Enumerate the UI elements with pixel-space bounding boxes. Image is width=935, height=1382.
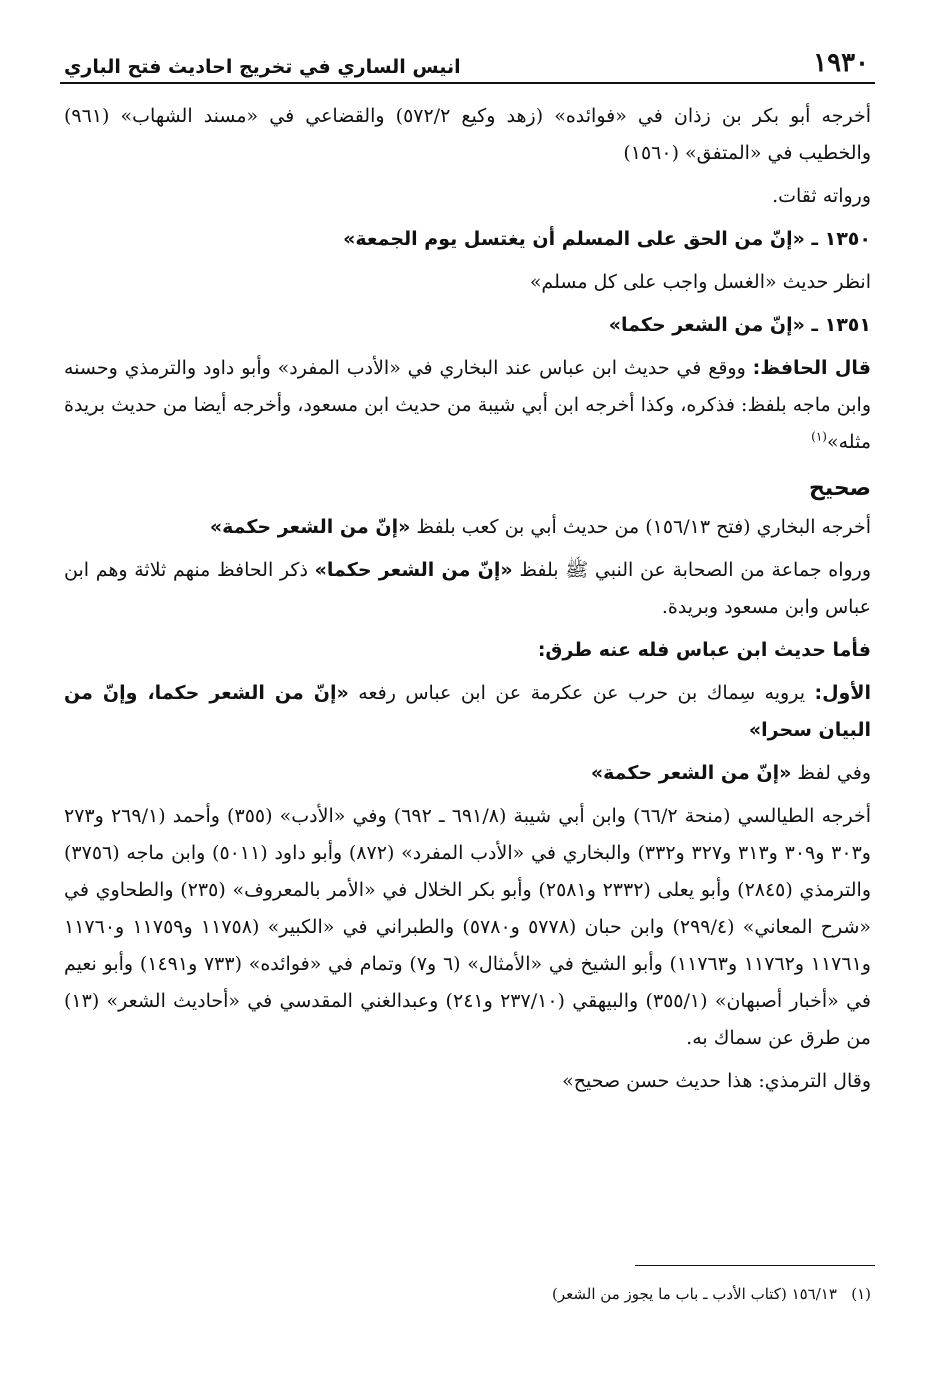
tirmidhi-grading: وقال الترمذي: هذا حديث حسن صحيح» [562, 1070, 871, 1092]
companions-wording: «إنّ من الشعر حكما» [314, 559, 513, 581]
book-page [60, 30, 875, 1100]
other-wording-pre: وفي لفظ [797, 762, 871, 784]
narrators-note: ورواته ثقات. [772, 185, 871, 207]
companions-paragraph [60, 552, 875, 626]
hafiz-label: قال الحافظ: [752, 357, 871, 379]
ibn-abbas-heading: فأما حديث ابن عباس فله عنه طرق: [537, 639, 871, 661]
footnote-ref: (١) [811, 429, 827, 444]
running-title: انيس الساري في تخريج احاديث فتح الباري [64, 56, 461, 78]
first-route [60, 675, 875, 749]
hafiz-text: ووقع في حديث ابن عباس عند البخاري في «الأدب المفرد» وأبو داود والترمذي وحسنه وابن ماجه بلفظ: فذكره، وكذا أخرجه ابن أبي شيبة من حديث ابن مسعود، وأخرجه أيضا من حديث بريدة مثله» [64, 357, 871, 453]
footnote-number: (١) [851, 1285, 871, 1303]
bukhari-text: أخرجه البخاري (فتح ١٥٦/١٣) من حديث أبي بن كعب بلفظ [416, 516, 871, 538]
first-route-wording: «إنّ من الشعر حكما، وإنّ من البيان سحرا» [64, 682, 871, 741]
companions-text-pre: ورواه جماعة من الصحابة عن النبي ﷺ بلفظ [519, 559, 872, 581]
companions-text-post: ذكر الحافظ منهم ثلاثة وهم ابن عباس وابن مسعود وبريدة. [64, 559, 871, 618]
hadith-heading-1351: ١٣٥١ ـ «إنّ من الشعر حكما» [608, 314, 871, 336]
first-route-text: يرويه سِماك بن حرب عن عكرمة عن ابن عباس رفعه [358, 682, 805, 704]
bukhari-takhrij [60, 509, 875, 546]
cross-reference-1350: انظر حديث «الغسل واجب على كل مسلم» [529, 271, 871, 293]
page-content [60, 98, 875, 1100]
bukhari-wording: «إنّ من الشعر حكمة» [209, 516, 411, 538]
other-wording [60, 755, 875, 792]
other-wording-lafz: «إنّ من الشعر حكمة» [590, 762, 792, 784]
footnote-divider [635, 1265, 875, 1266]
page-header [60, 30, 875, 84]
first-route-label: الأول: [814, 682, 872, 704]
page-number: ١٩٣٠ [813, 48, 869, 78]
hadith-heading-1350: ١٣٥٠ ـ «إنّ من الحق على المسلم أن يغتسل يوم الجمعة» [343, 228, 871, 250]
footnote [61, 1282, 871, 1306]
hafiz-quote [60, 350, 875, 461]
takhrij-paragraph-1349: أخرجه أبو بكر بن زذان في «فوائده» (زهد وكيع ٥٧٢/٢) والقضاعي في «مسند الشهاب» (٩٦١) والخطيب في «المتفق» (١٥٦٠) [64, 105, 871, 164]
takhrij-paragraph-1351: أخرجه الطيالسي (منحة ٦٦/٢) وابن أبي شيبة (٦٩١/٨ ـ ٦٩٢) وفي «الأدب» (٣٥٥) وأحمد (٢٦٩/١ و٢٧٣ و٣٠٣ و٣٠٩ و٣١٣ و٣٢٧ و٣٣٢) والبخاري في «الأدب المفرد» (٨٧٢) وأبو داود (٥٠١١) وابن ماجه (٣٧٥٦) والترمذي (٢٨٤٥) وأبو يعلى (٢٣٣٢ و٢٥٨١) وأبو بكر الخلال في «الأمر بالمعروف» (٢٣٥) والطحاوي في «شرح المعاني» (٢٩٩/٤) وابن حبان (٥٧٧٨ و٥٧٨٠) والطبراني في «الكبير» (١١٧٥٨ و١١٧٥٩ و١١٧٦٠ و١١٧٦١ و١١٧٦٢ و١١٧٦٣) وأبو الشيخ في «الأمثال» (٦ و٧) وتمام في «فوائده» (٧٣٣ و١٤٩١) وأبو نعيم في «أخبار أصبهان» (٣٥٥/١) والبيهقي (٢٣٧/١٠ و٢٤١) وعبدالغني المقدسي في «أحاديث الشعر» (١٣) من طرق عن سماك به. [64, 805, 872, 1049]
footnote-text: ١٥٦/١٣ (كتاب الأدب ـ باب ما يجوز من الشعر) [552, 1285, 837, 1303]
hadith-grade: صحيح [809, 476, 871, 501]
